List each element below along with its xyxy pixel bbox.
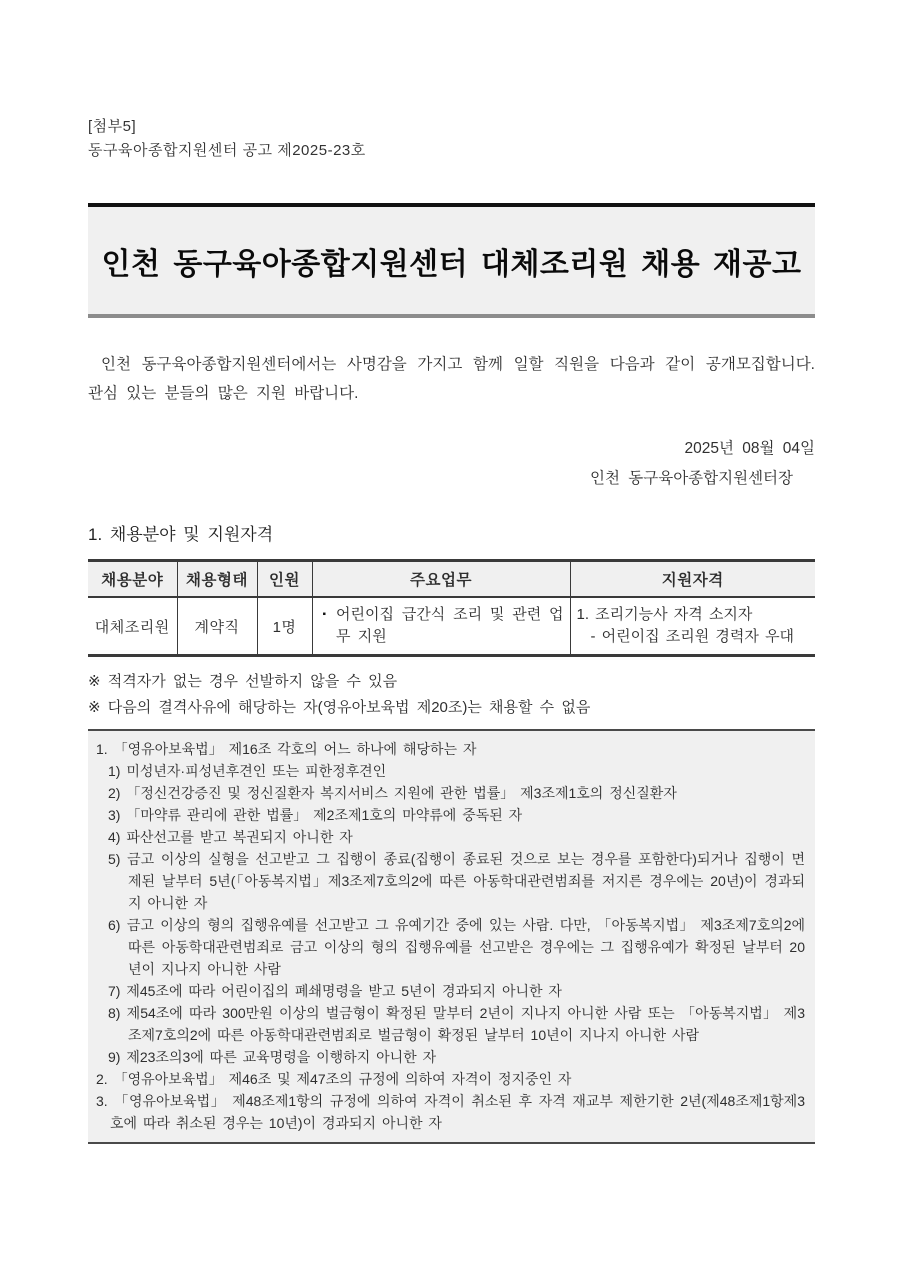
- notes-block: [88, 669, 815, 721]
- list-item: 3) 「마약류 관리에 관한 법률」 제2조제1호의 마약류에 중독된 자: [108, 807, 523, 823]
- disqualification-box: [88, 729, 815, 1144]
- qualification-line-1: 1. 조리기능사 자격 소지자: [576, 606, 753, 623]
- list-item: 9) 제23조의3에 따른 교육명령을 이행하지 아니한 자: [108, 1049, 437, 1065]
- qualification-line-2: - 어린이집 조리원 경력자 우대: [590, 628, 795, 645]
- cell-duties: [312, 597, 570, 656]
- cell-headcount: 1명: [257, 597, 312, 656]
- recruitment-table: [88, 559, 815, 657]
- list-item: 5) 금고 이상의 실형을 선고받고 그 집행이 종료(집행이 종료된 것으로 보는 경우를 포함한다)되거나 집행이 면제된 날부터 5년(「아동복지법」제3조제7호의2에 따른 아동학대관련범죄를 저지른 경우에는 20년)이 경과되지 아니한 자: [108, 851, 805, 911]
- header-cell-field: 채용분야: [88, 561, 177, 598]
- list-item: 3. 「영유아보육법」 제48조제1항의 규정에 의하여 자격이 취소된 후 자격 재교부 제한기한 2년(제48조제1항제3호에 따라 취소된 경우는 10년)이 경과되지 아니한 자: [96, 1093, 805, 1131]
- list-item: 2. 「영유아보육법」 제46조 및 제47조의 규정에 의하여 자격이 정지중인 자: [96, 1071, 572, 1087]
- note-line: ※ 다음의 결격사유에 해당하는 자(영유아보육법 제20조)는 채용할 수 없음: [88, 699, 591, 716]
- attachment-label: [첨부5]: [88, 118, 137, 135]
- header-cell-duties: 주요업무: [312, 561, 570, 598]
- table-header-row: [88, 561, 815, 598]
- header-cell-headcount: 인원: [257, 561, 312, 598]
- page-title: 인천 동구육아종합지원센터 대체조리원 채용 재공고: [101, 247, 802, 281]
- duties-text: 어린이집 급간식 조리 및 관련 업무 지원: [336, 606, 564, 645]
- date-block: [88, 434, 815, 494]
- list-item: 6) 금고 이상의 형의 집행유예를 선고받고 그 유예기간 중에 있는 사람. 다만, 「아동복지법」 제3조제7호의2에 따른 아동학대관련범죄로 금고 이상의 형의 집행유예를 선고받은 경우에는 그 집행유예가 확정된 날부터 20년이 지나지 아니한 사람: [108, 917, 805, 977]
- intro-paragraph: 인천 동구육아종합지원센터에서는 사명감을 가지고 함께 일할 직원을 다음과 같이 공개모집합니다. 관심 있는 분들의 많은 지원 바랍니다.: [88, 356, 815, 402]
- section-heading-recruitment: 1. 채용분야 및 지원자격: [88, 525, 274, 544]
- header-cell-employment-type: 채용형태: [177, 561, 257, 598]
- date-line: 2025년 08월 04일: [684, 440, 815, 457]
- cell-employment-type: 계약직: [177, 597, 257, 656]
- list-item: 2) 「정신건강증진 및 정신질환자 복지서비스 지원에 관한 법률」 제3조제1호의 정신질환자: [108, 785, 677, 801]
- note-line: ※ 적격자가 없는 경우 선발하지 않을 수 있음: [88, 673, 398, 690]
- square-bullet-icon: ▪: [322, 609, 327, 620]
- title-banner: [88, 203, 815, 318]
- header-cell-qualifications: 지원자격: [570, 561, 815, 598]
- notice-number: 동구육아종합지원센터 공고 제2025-23호: [88, 142, 366, 159]
- cell-qualifications: [570, 597, 815, 656]
- signer-line: 인천 동구육아종합지원센터장: [590, 470, 793, 487]
- cell-field: 대체조리원: [94, 618, 170, 636]
- list-item: 7) 제45조에 따라 어린이집의 폐쇄명령을 받고 5년이 경과되지 아니한 자: [108, 983, 562, 999]
- list-item: 4) 파산선고를 받고 복권되지 아니한 자: [108, 829, 353, 845]
- list-item: 8) 제54조에 따라 300만원 이상의 벌금형이 확정된 말부터 2년이 지나지 아니한 사람 또는 「아동복지법」 제3조제7호의2에 따른 아동학대관련범죄로 벌금형이 확정된 날부터 10년이 지나지 아니한 사람: [108, 1005, 805, 1043]
- table-row: [88, 597, 815, 656]
- list-item: 1. 「영유아보육법」 제16조 각호의 어느 하나에 해당하는 자: [96, 741, 477, 757]
- list-item: 1) 미성년자·피성년후견인 또는 피한정후견인: [108, 763, 387, 779]
